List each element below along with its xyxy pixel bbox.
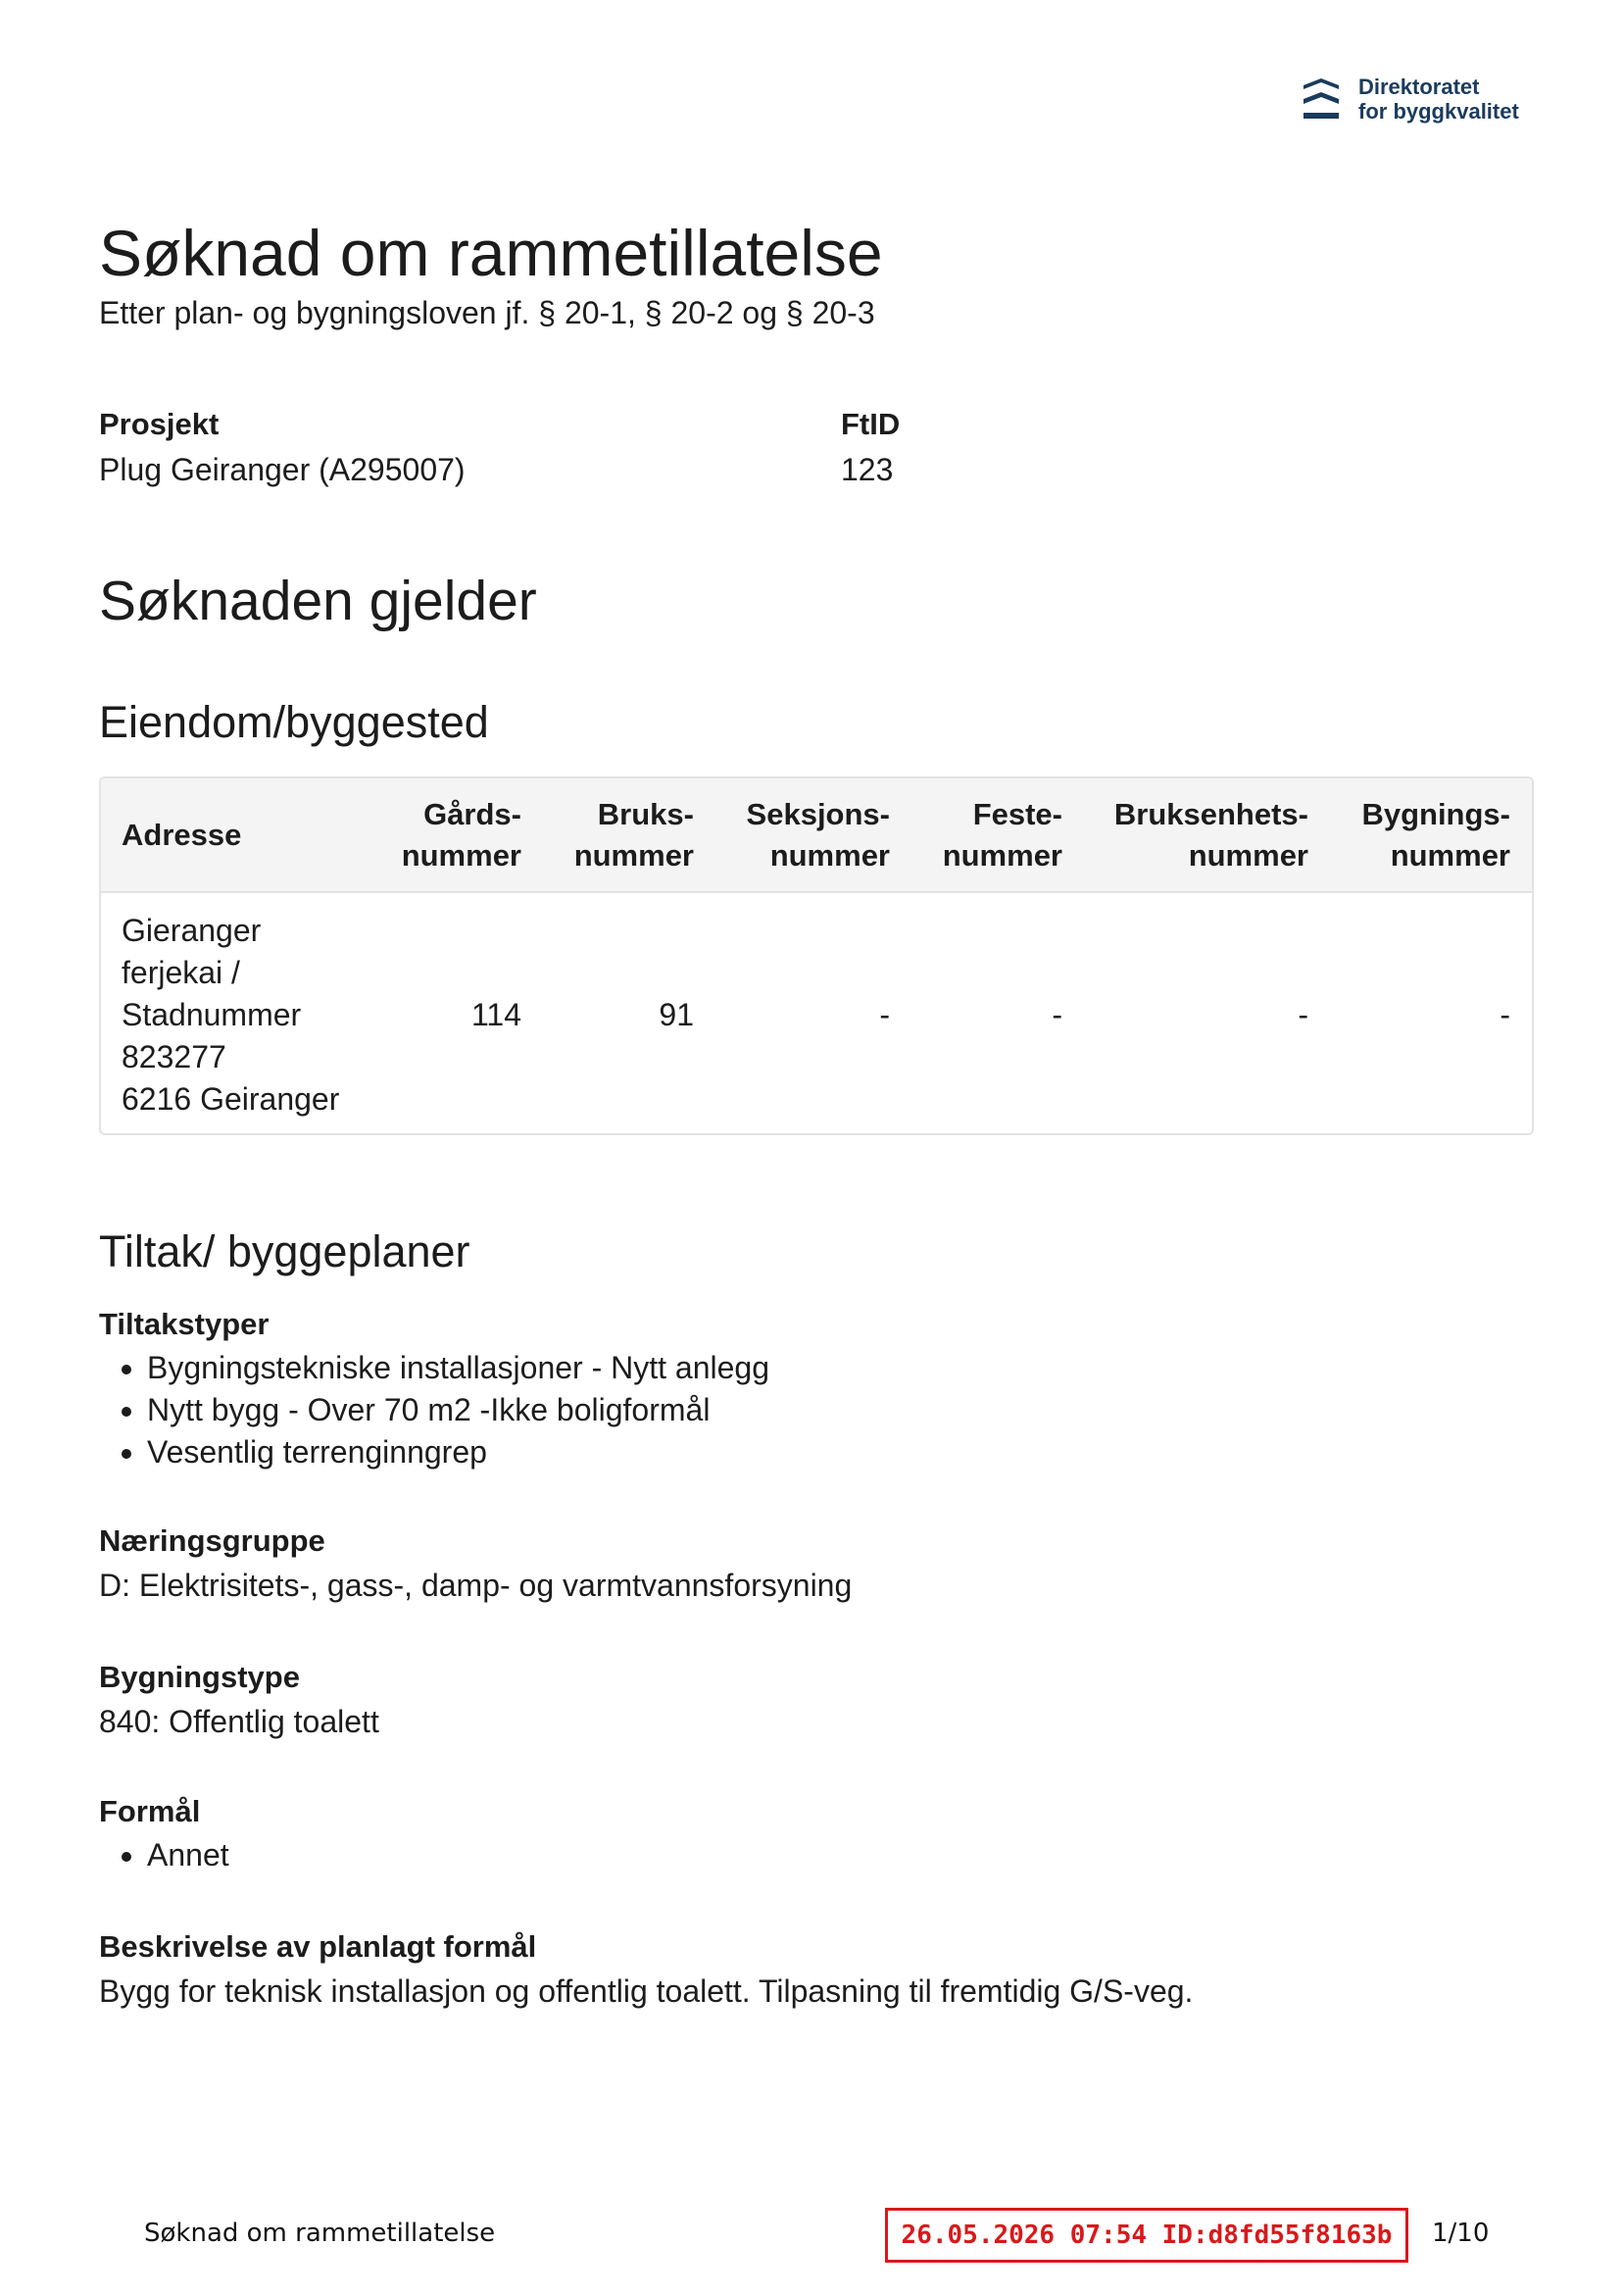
col-header-festenummer <box>911 778 1084 892</box>
col-header-bruksnummer <box>543 778 715 892</box>
plans-heading: Tiltak/ byggeplaner <box>99 1226 470 1276</box>
address-line: Gieranger <box>122 913 262 948</box>
footer-document-title: Søknad om rammetillatelse <box>144 2219 496 2248</box>
list-item: • Nytt bygg - Over 70 m2 -Ikke boligformål <box>147 1389 769 1431</box>
ftid-label: FtID <box>841 407 901 441</box>
col-header-text: Adresse <box>122 817 242 852</box>
logo-text <box>1358 75 1519 124</box>
project-value: Plug Geiranger (A295007) <box>99 452 466 487</box>
ftid-block <box>841 404 900 490</box>
col-header-bruksenhetsnummer <box>1084 778 1330 892</box>
list-item: • Vesentlig terrenginngrep <box>147 1431 769 1473</box>
cell-bruksenhetsnummer: - <box>1298 997 1308 1032</box>
property-heading: Eiendom/byggested <box>99 697 489 747</box>
col-header-text: nummer <box>573 837 694 873</box>
bygningstype-value: 840: Offentlig toalett <box>99 1704 379 1739</box>
cell-seksjonsnummer: - <box>879 997 890 1032</box>
beskrivelse-value: Bygg for teknisk installasjon og offentlig toalett. Tilpasning til fremtidig G/S-veg. <box>99 1973 1194 2009</box>
bygningstype-label: Bygningstype <box>99 1660 300 1694</box>
col-header-adresse <box>101 778 367 892</box>
cell-gardsnummer: 114 <box>470 997 521 1032</box>
list-item: • Annet <box>147 1834 229 1876</box>
address-line: 823277 <box>122 1039 226 1074</box>
tiltakstyper-field <box>99 1304 769 1473</box>
col-header-text: nummer <box>942 837 1062 873</box>
table-header-row <box>101 778 1532 892</box>
naeringsgruppe-field <box>99 1521 852 1606</box>
tiltakstyper-label: Tiltakstyper <box>99 1307 270 1341</box>
page-number: 1/10 <box>1432 2219 1490 2248</box>
ftid-value: 123 <box>841 452 894 487</box>
cell-bruksnummer: 91 <box>659 997 694 1032</box>
formal-field <box>99 1791 229 1876</box>
document-title: Søknad om rammetillatelse <box>99 217 883 289</box>
col-header-text: nummer <box>401 837 521 873</box>
dibk-logo-icon <box>1302 75 1341 123</box>
col-header-text: nummer <box>1390 837 1510 873</box>
col-header-text: nummer <box>769 837 890 873</box>
project-block <box>99 404 466 490</box>
cell-bygningsnummer: - <box>1500 997 1510 1032</box>
cell-adresse <box>101 892 367 1135</box>
formal-label: Formål <box>99 1794 201 1828</box>
property-table <box>99 776 1534 1135</box>
bygningstype-field <box>99 1657 379 1742</box>
section-heading-applies: Søknaden gjelder <box>99 570 537 632</box>
list-item: • Bygningstekniske installasjoner - Nytt anlegg <box>147 1347 769 1389</box>
col-header-text: Feste- <box>972 796 1062 831</box>
logo-text-line2: for byggkvalitet <box>1358 99 1519 124</box>
col-header-bygningsnummer <box>1330 778 1532 892</box>
col-header-text: Bruks- <box>597 796 694 831</box>
table-row <box>101 892 1532 1135</box>
col-header-text: Gårds- <box>423 796 521 831</box>
beskrivelse-label: Beskrivelse av planlagt formål <box>99 1929 537 1964</box>
cell-festenummer: - <box>1052 997 1062 1032</box>
document-subtitle: Etter plan- og bygningsloven jf. § 20-1, § 20-2 og § 20-3 <box>99 295 875 330</box>
col-header-text: Bruksenhets- <box>1113 796 1308 831</box>
address-line: 6216 Geiranger <box>122 1081 340 1117</box>
beskrivelse-field <box>99 1926 1193 2012</box>
naeringsgruppe-value: D: Elektrisitets-, gass-, damp- og varmtvannsforsyning <box>99 1568 853 1603</box>
formal-list <box>99 1834 229 1876</box>
naeringsgruppe-label: Næringsgruppe <box>99 1523 325 1558</box>
col-header-text: nummer <box>1188 837 1308 873</box>
col-header-text: Seksjons- <box>746 796 890 831</box>
timestamp-id-stamp: 26.05.2026 07:54 ID:d8fd55f8163b <box>885 2208 1408 2263</box>
logo-text-line1: Direktoratet <box>1358 75 1480 99</box>
address-line: Stadnummer <box>122 997 302 1032</box>
col-header-seksjonsnummer <box>715 778 911 892</box>
col-header-gardsnummer <box>367 778 543 892</box>
dibk-logo <box>1302 75 1519 124</box>
project-label: Prosjekt <box>99 407 220 441</box>
address-line: ferjekai / <box>122 955 240 990</box>
tiltakstyper-list <box>99 1347 769 1473</box>
col-header-text: Bygnings- <box>1361 796 1510 831</box>
